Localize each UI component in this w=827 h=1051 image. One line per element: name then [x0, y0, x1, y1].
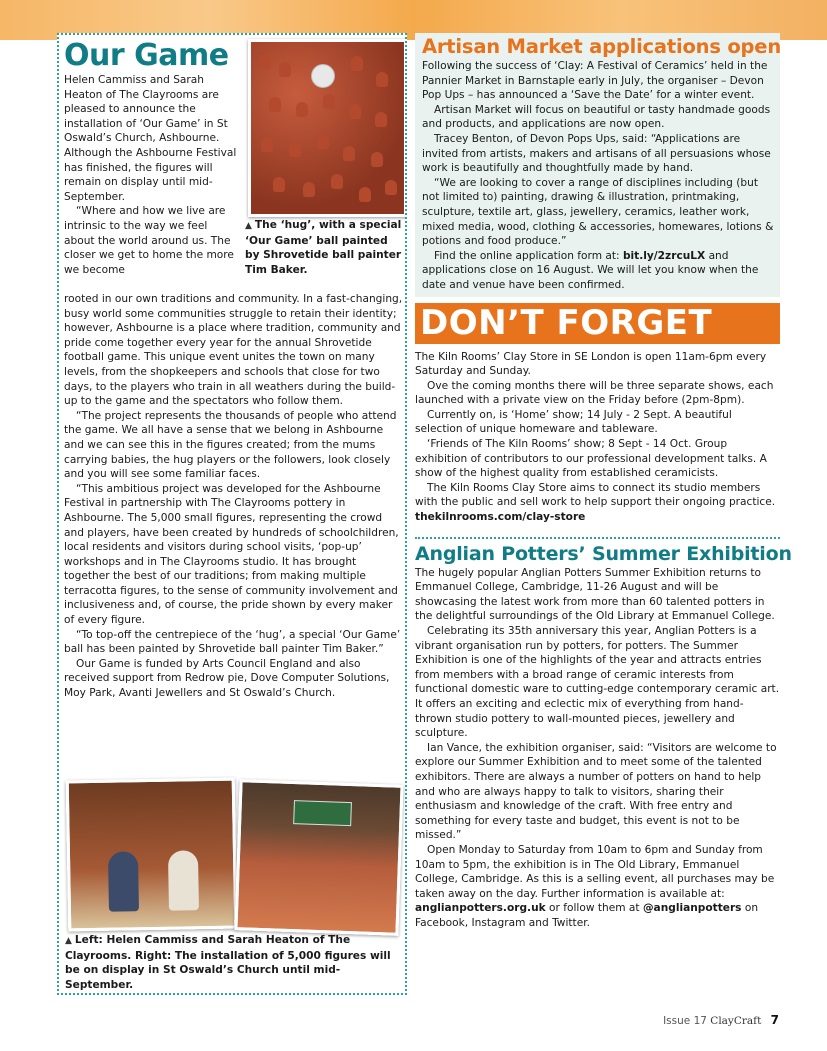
our-game-intro-paragraph: Helen Cammiss and Sarah Heaton of The Clayrooms are pleased to announce the installation of ‘Our Game’ in St Oswald’s Church, Ashbourne. Although the Ashbourne Festival has finished, the figures will remain on display until mid-September. — [64, 74, 237, 203]
page-number: 7 — [770, 1013, 779, 1027]
our-game-photos — [65, 779, 401, 929]
artisan-application-link[interactable]: bit.ly/2zrcuLX — [622, 249, 706, 262]
artisan-market-title: Artisan Market applications open — [422, 35, 782, 58]
our-game-paragraph-2a: “Where and how we live are intrinsic to the way we feel about the world around us. The closer we get to home the more we become — [64, 205, 234, 276]
our-game-paragraph-4: “This ambitious project was developed for the Ashbourne Festival in partnership with The Clayrooms pottery in Ashbourne. The 5,000 small figures, representing the crowd and players, have been created by hundreds of schoolchildren, local residents and visitors during school visits, ‘pop-up’ workshops and in The Clayrooms studio. It has brought together the best of our traditions; from making multiple terracotta figures, to the sense of community involvement and inclusiveness and, of course, the pride shown by every maker of every figure. — [64, 482, 399, 627]
artisan-paragraph-5: Find the online application form at: bit.ly/2zrcuLX and applications close on 16 August. We will let you know when the date and venue have been confirmed. — [422, 249, 759, 291]
our-game-intro — [64, 73, 239, 277]
kiln-paragraph-1: The Kiln Rooms’ Clay Store in SE London is open 11am-6pm every Saturday and Sunday. — [415, 350, 767, 378]
artisan-paragraph-3: Tracey Benton, of Devon Pops Ups, said: “Applications are invited from artists, makers and artisans of all persuasions whose work is beautifully and thoughtfully made by hand. — [422, 132, 771, 175]
photos-caption: ▲ Left: Helen Cammiss and Sarah Heaton of The Clayrooms. Right: The installation of 5,000 figures will be on display in St Oswald’s Church until mid-September. — [65, 934, 391, 991]
caption-triangle-icon: ▲ — [65, 936, 72, 946]
anglian-paragraph-3: Ian Vance, the exhibition organiser, said: “Visitors are welcome to explore our Summer Exhibition and to meet some of the talented exhibitors. There are always a number of potters on hand to help and who are always happy to talk to visitors, sharing their enthusiasm and knowledge of the craft. With free entry and something for every taste and budget, this event is not to be missed.” — [415, 741, 777, 842]
clayrooms-founders-photo — [66, 778, 238, 932]
artisan-market-panel — [415, 33, 780, 297]
anglian-header — [415, 537, 792, 566]
issue-number: Issue 17 — [663, 1015, 707, 1027]
our-game-title: Our Game — [64, 38, 229, 73]
anglian-paragraph-4: Open Monday to Saturday from 10am to 6pm and Sunday from 10am to 5pm, the exhibition is in The Old Library, Emmanuel College, Cambridge. As this is a selling event, all purchases may be taken away on the day. Further information is available at: anglianpotters.org.uk or follow them at @anglianpotters on Facebook, Instagram and Twitter. — [415, 843, 775, 929]
dont-forget-banner — [415, 303, 780, 344]
kiln-paragraph-5: The Kiln Rooms Clay Store aims to connect its studio members with the public and sell work to help support their ongoing practice. thekilnrooms.com/clay-store — [415, 481, 776, 524]
dont-forget-heading: DON’T FORGET — [420, 302, 713, 343]
hug-photo-caption: ▲ The ‘hug’, with a special ‘Our Game’ ball painted by Shrovetide ball painter Tim Baker. — [245, 219, 402, 276]
our-game-paragraph-3: “The project represents the thousands of people who attend the game. We all have a sense that we belong in Ashbourne and we can see this in the figures created; from the mums carrying babies, the hug players or the followers, look closely and you will see some familiar faces. — [64, 409, 397, 481]
artisan-paragraph-2: Artisan Market will focus on beautiful or tasty handmade goods and products, and applications are now open. — [422, 103, 771, 131]
artisan-paragraph-1: Following the success of ‘Clay: A Festival of Ceramics’ held in the Pannier Market in Barnstaple early in July, the organiser – Devon Pop Ups – has announced a ‘Save the Date’ for a winter event. — [422, 60, 768, 102]
our-game-paragraph-5: “To top-off the centrepiece of the ‘hug’, a special ‘Our Game’ ball has been painted by Shrovetide ball painter Tim Baker.” — [64, 628, 401, 656]
our-game-paragraph-2b: rooted in our own traditions and community. In a fast-changing, busy world some communities struggle to retain their identity; however, Ashbourne is a place where tradition, community and pride come together every year for the annual Shrovetide football game. This unique event unites the town on many levels, from the shopkeepers and schools that close for two days, to the players who train in all weathers during the build-up to the game and the spectators who follow them. — [64, 293, 403, 408]
anglian-paragraph-2: Celebrating its 35th anniversary this year, Anglian Potters is a vibrant organisation run by potters, for potters. The Summer Exhibition is one of the highlights of the year and attracts entries from members with a broad range of ceramic interests from functional domestic ware to cutting-edge contemporary ceramic art. It offers an exciting and eclectic mix of everything from hand-thrown studio pottery to wall-mounted pieces, jewellery and sculpture. — [415, 625, 780, 740]
kiln-paragraph-4: ‘Friends of The Kiln Rooms’ show; 8 Sept - 14 Oct. Group exhibition of contributors to our professional development talks. A show of the highest quality from established ceramicists. — [415, 438, 767, 480]
page-footer — [663, 1013, 779, 1027]
our-game-panel — [57, 33, 407, 995]
our-game-paragraph-6: Our Game is funded by Arts Council England and also received support from Redrow pie, Dove Computer Solutions, Moy Park, Avanti Jewellers and St Oswald’s Church. — [64, 657, 390, 700]
artisan-paragraph-4: “We are looking to cover a range of disciplines including (but not limited to) painting, drawing & illustration, printmaking, sculpture, textile art, glass, jewellery, ceramics, leather work, mixed media, wood, clothing & accessories, homewares, lotions & potions and food produce.” — [422, 176, 774, 248]
kiln-paragraph-2: Ove the coming months there will be three separate shows, each launched with a private view on the Friday before (2pm-8pm). — [415, 379, 774, 407]
kiln-rooms-section — [415, 350, 780, 525]
church-installation-photo — [234, 779, 403, 936]
shrovetide-ball — [311, 64, 335, 88]
anglian-social-handle[interactable]: @anglianpotters — [642, 902, 742, 915]
right-column — [415, 33, 792, 993]
caption-triangle-icon: ▲ — [245, 221, 252, 231]
magazine-name: ClayCraft — [710, 1015, 762, 1027]
anglian-website-link[interactable]: anglianpotters.org.uk — [415, 902, 546, 915]
hug-photo — [248, 39, 407, 217]
our-game-body — [64, 292, 404, 701]
anglian-title: Anglian Potters’ Summer Exhibition — [415, 542, 792, 565]
anglian-paragraph-1: The hugely popular Anglian Potters Summer Exhibition returns to Emmanuel College, Cambridge, 11-26 August and will be showcasing the latest work from more than 60 talented potters in the delightful surroundings of the Old Library at Emmanuel College. — [415, 566, 775, 623]
anglian-potters-section — [415, 566, 780, 931]
kiln-paragraph-3: Currently on, is ‘Home’ show; 14 July - 2 Sept. A beautiful selection of unique homeware and tableware. — [415, 408, 732, 436]
kiln-rooms-link[interactable]: thekilnrooms.com/clay-store — [415, 511, 586, 524]
